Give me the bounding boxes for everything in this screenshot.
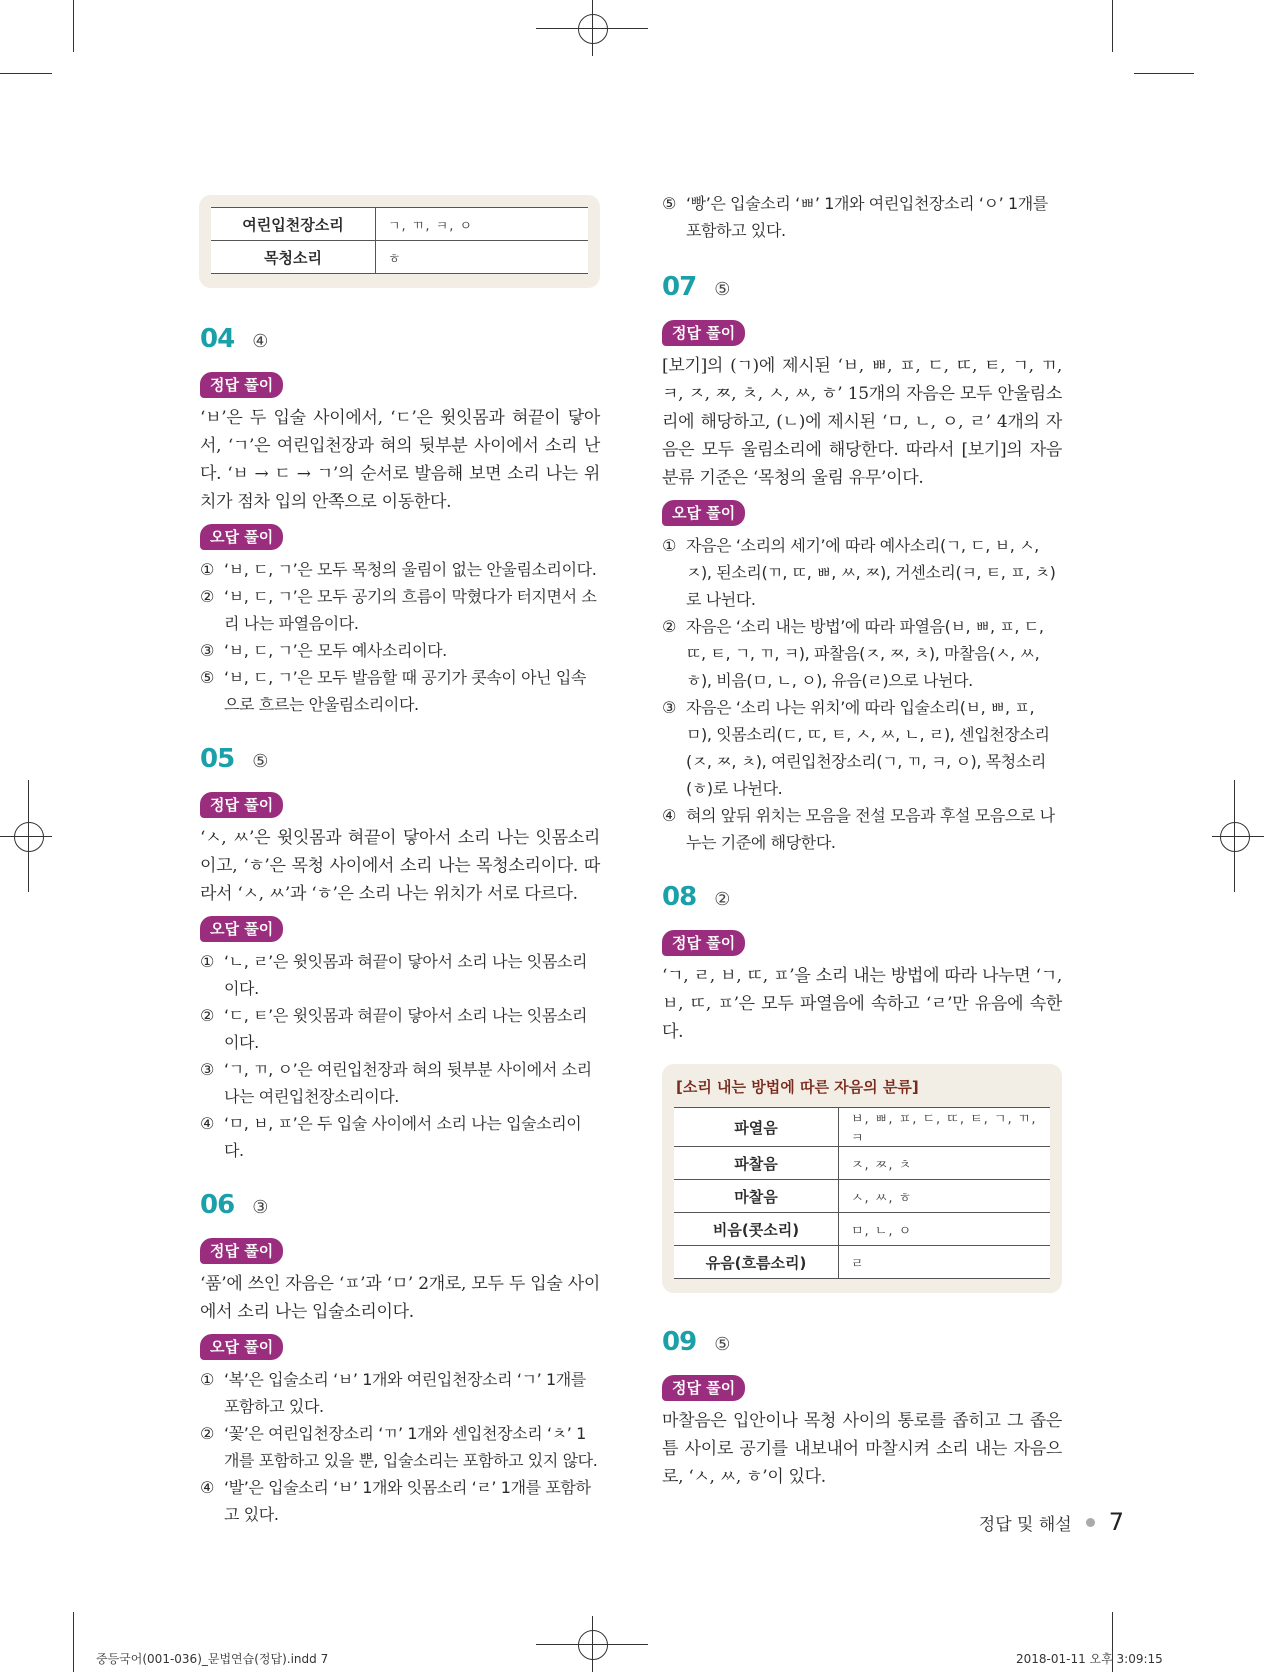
list-item: ④ 혀의 앞뒤 위치는 모음을 전설 모음과 후설 모음으로 나누는 기준에 해당한다. <box>662 806 1055 852</box>
table-row <box>211 208 588 241</box>
crop-mark <box>0 73 52 74</box>
table-cell-label: 목청소리 <box>211 241 376 274</box>
left-column <box>200 195 600 1528</box>
top-table-box <box>199 195 600 288</box>
explanation-text: 마찰음은 입안이나 목청 사이의 통로를 좁히고 그 좁은 틈 사이로 공기를 내보내어 마찰시켜 소리 내는 자음으로, ‘ㅅ, ㅆ, ㅎ’이 있다. <box>662 1411 1062 1487</box>
section-title: 정답 및 해설 <box>978 1514 1072 1535</box>
crop-mark <box>73 1612 74 1672</box>
table-row: 파열음 ㅂ, ㅃ, ㅍ, ㄷ, ㄸ, ㅌ, ㄱ, ㄲ, ㅋ <box>674 1108 1050 1147</box>
wrong-list <box>200 556 600 718</box>
table-cell-label: 여린입천장소리 <box>211 208 376 241</box>
question-answer: ⑤ <box>714 1334 731 1355</box>
registration-circle <box>578 1630 608 1660</box>
correct-explanation-badge: 정답 풀이 <box>200 792 283 818</box>
crop-mark <box>73 0 74 52</box>
crop-mark <box>1134 73 1194 74</box>
wrong-list <box>200 1366 600 1528</box>
list-item: ① ‘ㄴ, ㄹ’은 윗잇몸과 혀끝이 닿아서 소리 나는 잇몸소리이다. <box>200 952 588 998</box>
list-item: ② ‘ㅂ, ㄷ, ㄱ’은 모두 공기의 흐름이 막혔다가 터지면서 소리 나는 파열음이다. <box>200 587 597 633</box>
question-07 <box>662 272 1062 856</box>
question-04 <box>200 324 600 718</box>
question-number: 05 <box>200 744 235 774</box>
wrong-list <box>662 532 1062 856</box>
table-title: [소리 내는 방법에 따른 자음의 분류] <box>676 1078 919 1096</box>
table-row <box>211 241 588 274</box>
correct-explanation-badge: 정답 풀이 <box>200 1238 283 1264</box>
question-number: 04 <box>200 324 235 354</box>
list-item: ② ‘꽃’은 여린입천장소리 ‘ㄲ’ 1개와 센입천장소리 ‘ㅊ’ 1개를 포함하고 있을 뿐, 입술소리는 포함하고 있지 않다. <box>200 1424 598 1470</box>
page-number: 7 <box>1108 1508 1124 1536</box>
list-item: ① ‘복’은 입술소리 ‘ㅂ’ 1개와 여린입천장소리 ‘ㄱ’ 1개를 포함하고 있다. <box>200 1370 586 1416</box>
list-item: ② ‘ㄷ, ㅌ’은 윗잇몸과 혀끝이 닿아서 소리 나는 잇몸소리이다. <box>200 1006 588 1052</box>
explanation-text: ‘ㅂ’은 두 입술 사이에서, ‘ㄷ’은 윗잇몸과 혀끝이 닿아서, ‘ㄱ’은 여린입천장과 혀의 뒷부분 사이에서 소리 난다. ‘ㅂ → ㄷ → ㄱ’의 순서로 발음해 보면 소리 나는 위치가 점차 입의 안쪽으로 이동한다. <box>200 408 600 512</box>
list-item: ① 자음은 ‘소리의 세기’에 따라 예사소리(ㄱ, ㄷ, ㅂ, ㅅ, ㅈ), 된소리(ㄲ, ㄸ, ㅃ, ㅆ, ㅉ), 거센소리(ㅋ, ㅌ, ㅍ, ㅊ)로 나뉜다. <box>662 536 1056 609</box>
question-number: 09 <box>662 1327 697 1357</box>
wrong-explanation-badge: 오답 풀이 <box>662 500 745 526</box>
wrong-explanation-badge: 오답 풀이 <box>200 1334 283 1360</box>
question-number: 08 <box>662 882 697 912</box>
wrong-explanation-badge: 오답 풀이 <box>200 916 283 942</box>
bullet-dot <box>1086 1518 1095 1527</box>
question-05 <box>200 744 600 1164</box>
list-item: ③ 자음은 ‘소리 나는 위치’에 따라 입술소리(ㅂ, ㅃ, ㅍ, ㅁ), 잇몸소리(ㄷ, ㄸ, ㅌ, ㅅ, ㅆ, ㄴ, ㄹ), 센입천장소리(ㅈ, ㅉ, ㅊ), 여린입천장소리(ㄱ, ㄲ, ㅋ, ㅇ), 목청소리(ㅎ)로 나뉜다. <box>662 698 1050 798</box>
explanation-text: [보기]의 (ㄱ)에 제시된 ‘ㅂ, ㅃ, ㅍ, ㄷ, ㄸ, ㅌ, ㄱ, ㄲ, ㅋ, ㅈ, ㅉ, ㅊ, ㅅ, ㅆ, ㅎ’ 15개의 자음은 모두 안울림소리에 해당하고, (ㄴ)에 제시된 ‘ㅁ, ㄴ, ㅇ, ㄹ’ 4개의 자음은 모두 울림소리에 해당한다. 따라서 [보기]의 자음 분류 기준은 ‘목청의 울림 유무’이다. <box>662 356 1062 488</box>
question-number: 07 <box>662 272 697 302</box>
crop-mark <box>1112 0 1113 52</box>
correct-explanation-badge: 정답 풀이 <box>662 930 745 956</box>
page-footer <box>979 1508 1124 1536</box>
wrong-list-continued <box>662 190 1062 244</box>
question-answer: ④ <box>252 331 269 352</box>
list-item: ② 자음은 ‘소리 내는 방법’에 따라 파열음(ㅂ, ㅃ, ㅍ, ㄷ, ㄸ, ㅌ, ㄱ, ㄲ, ㅋ), 파찰음(ㅈ, ㅉ, ㅊ), 마찰음(ㅅ, ㅆ, ㅎ), 비음(ㅁ, ㄴ, ㅇ), 유음(ㄹ)으로 나뉜다. <box>662 617 1044 690</box>
registration-circle <box>1220 822 1250 852</box>
correct-explanation-badge: 정답 풀이 <box>200 372 283 398</box>
wrong-list <box>200 948 600 1164</box>
list-item: ③ ‘ㅂ, ㄷ, ㄱ’은 모두 예사소리이다. <box>200 641 447 660</box>
print-timestamp: 2018-01-11 오후 3:09:15 <box>1016 1652 1163 1666</box>
top-table <box>211 207 588 274</box>
question-06 <box>200 1190 600 1528</box>
list-item: ④ ‘발’은 입술소리 ‘ㅂ’ 1개와 잇몸소리 ‘ㄹ’ 1개를 포함하고 있다. <box>200 1478 591 1524</box>
explanation-text: ‘ㅅ, ㅆ’은 윗잇몸과 혀끝이 닿아서 소리 나는 잇몸소리이고, ‘ㅎ’은 목청 사이에서 소리 나는 목청소리이다. 따라서 ‘ㅅ, ㅆ’과 ‘ㅎ’은 소리 나는 위치가 서로 다르다. <box>200 828 600 904</box>
question-answer: ② <box>714 889 731 910</box>
table-cell-value: ㅎ <box>376 241 589 274</box>
question-answer: ⑤ <box>252 751 269 772</box>
question-answer: ③ <box>252 1197 269 1218</box>
explanation-text: ‘ㄱ, ㄹ, ㅂ, ㄸ, ㅍ’을 소리 내는 방법에 따라 나누면 ‘ㄱ, ㅂ, ㄸ, ㅍ’은 모두 파열음에 속하고 ‘ㄹ’만 유음에 속한다. <box>662 966 1062 1042</box>
table-row: 마찰음 ㅅ, ㅆ, ㅎ <box>674 1180 1050 1213</box>
correct-explanation-badge: 정답 풀이 <box>662 1375 745 1401</box>
right-column <box>662 190 1062 1491</box>
table-cell-value: ㄱ, ㄲ, ㅋ, ㅇ <box>376 208 589 241</box>
question-answer: ⑤ <box>714 279 731 300</box>
list-item: ③ ‘ㄱ, ㄲ, ㅇ’은 여린입천장과 혀의 뒷부분 사이에서 소리 나는 여린입천장소리이다. <box>200 1060 592 1106</box>
list-item: ⑤ ‘ㅂ, ㄷ, ㄱ’은 모두 발음할 때 공기가 콧속이 아닌 입속으로 흐르는 안울림소리이다. <box>200 668 587 714</box>
list-item: ⑤ ‘빵’은 입술소리 ‘ㅃ’ 1개와 여린입천장소리 ‘ㅇ’ 1개를 포함하고 있다. <box>662 194 1048 240</box>
question-08 <box>662 882 1062 1293</box>
table-row: 비음(콧소리) ㅁ, ㄴ, ㅇ <box>674 1213 1050 1246</box>
wrong-explanation-badge: 오답 풀이 <box>200 524 283 550</box>
list-item: ④ ‘ㅁ, ㅂ, ㅍ’은 두 입술 사이에서 소리 나는 입술소리이다. <box>200 1114 582 1160</box>
table-row: 유음(흐름소리) ㄹ <box>674 1246 1050 1279</box>
registration-circle <box>14 822 44 852</box>
correct-explanation-badge: 정답 풀이 <box>662 320 745 346</box>
registration-circle <box>578 14 608 44</box>
classification-table-box <box>662 1064 1062 1293</box>
file-name: 중등국어(001-036)_문법연습(정답).indd 7 <box>96 1652 329 1666</box>
classification-table <box>674 1107 1050 1279</box>
question-number: 06 <box>200 1190 235 1220</box>
list-item: ① ‘ㅂ, ㄷ, ㄱ’은 모두 목청의 울림이 없는 안울림소리이다. <box>200 560 597 579</box>
question-09 <box>662 1327 1062 1491</box>
explanation-text: ‘품’에 쓰인 자음은 ‘ㅍ’과 ‘ㅁ’ 2개로, 모두 두 입술 사이에서 소리 나는 입술소리이다. <box>200 1274 600 1322</box>
table-row: 파찰음 ㅈ, ㅉ, ㅊ <box>674 1147 1050 1180</box>
